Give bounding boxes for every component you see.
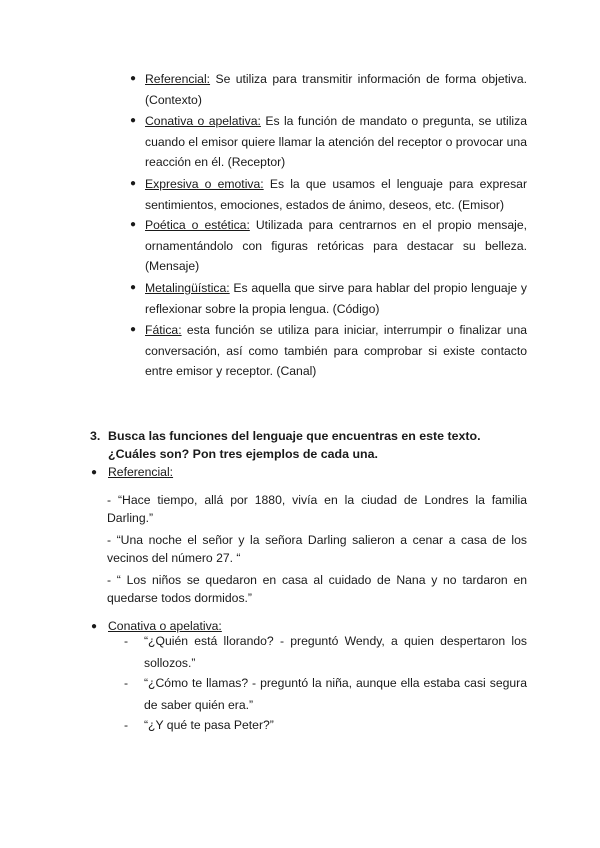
bullet-icon: ● bbox=[91, 467, 98, 478]
function-term: Expresiva o emotiva: bbox=[145, 177, 264, 191]
function-term: Fática: bbox=[145, 323, 182, 337]
bullet-icon: ● bbox=[130, 324, 137, 335]
function-description: Utilizada para centrarnos en el propio mensaje, ornamentándolo con figuras retóricas para destacar su belleza. (Mensaje) bbox=[145, 218, 527, 274]
function-item-referencial bbox=[130, 69, 527, 110]
bullet-icon: ● bbox=[130, 115, 137, 126]
function-item-conativa bbox=[130, 111, 528, 173]
referencial-label: Referencial: bbox=[108, 465, 174, 479]
function-description: Es aquella que sirve para hablar del propio lenguaje y reflexionar sobre la propia lengua. (Código) bbox=[145, 281, 527, 316]
bullet-icon: ● bbox=[91, 621, 98, 632]
question-heading bbox=[91, 427, 531, 463]
example-text: “¿Quién está llorando? - preguntó Wendy, a quien despertaron los sollozos.” bbox=[144, 634, 527, 670]
function-term: Conativa o apelativa: bbox=[145, 114, 261, 128]
question-text: Busca las funciones del lenguaje que encuentras en este texto. ¿Cuáles son? Pon tres ejemplos de cada una. bbox=[108, 429, 481, 461]
function-description: esta función se utiliza para iniciar, interrumpir o finalizar una conversación, así como también para comprobar si existe contacto entre emisor y receptor. (Canal) bbox=[145, 323, 527, 379]
function-item-metalinguistica bbox=[130, 278, 527, 319]
function-item-expresiva bbox=[130, 174, 528, 215]
function-term: Referencial: bbox=[145, 72, 211, 86]
function-item-fatica bbox=[130, 320, 527, 382]
function-description: Es la que usamos el lenguaje para expresar sentimientos, emociones, estados de ánimo, deseos, etc. (Emisor) bbox=[145, 177, 528, 212]
example-text: “¿Y qué te pasa Peter?” bbox=[144, 718, 274, 732]
dash-marker: - bbox=[124, 676, 129, 690]
function-description: Es la función de mandato o pregunta, se utiliza cuando el emisor quiere llamar la atención del receptor o provocar una reacción en él. (Receptor) bbox=[145, 114, 528, 170]
example-text: “¿Cómo te llamas? - preguntó la niña, aunque ella estaba casi segura de saber quién era.” bbox=[144, 676, 527, 712]
conativa-example-1 bbox=[124, 631, 527, 674]
conativa-example-3 bbox=[124, 715, 527, 737]
bullet-icon: ● bbox=[130, 178, 137, 189]
function-term: Poética o estética: bbox=[145, 218, 250, 232]
referencial-example-1: - “Hace tiempo, allá por 1880, vivía en la ciudad de Londres la familia Darling.” bbox=[107, 493, 527, 525]
referencial-example-2: - “Una noche el señor y la señora Darling salieron a cenar a casa de los vecinos del número 27. “ bbox=[107, 533, 527, 565]
conativa-example-2 bbox=[124, 673, 527, 716]
function-description: Se utiliza para transmitir información de forma objetiva. (Contexto) bbox=[145, 72, 527, 107]
question-number: 3. bbox=[90, 429, 101, 443]
bullet-icon: ● bbox=[130, 282, 137, 293]
function-term: Metalingüística: bbox=[145, 281, 230, 295]
dash-marker: - bbox=[124, 634, 129, 648]
bullet-icon: ● bbox=[130, 219, 137, 230]
dash-marker: - bbox=[124, 718, 129, 732]
conativa-label: Conativa o apelativa: bbox=[108, 619, 222, 633]
referencial-example-3: - “ Los niños se quedaron en casa al cuidado de Nana y no tardaron en quedarse todos dormidos.” bbox=[107, 573, 527, 605]
function-item-poetica bbox=[130, 215, 527, 277]
bullet-icon: ● bbox=[130, 73, 137, 84]
